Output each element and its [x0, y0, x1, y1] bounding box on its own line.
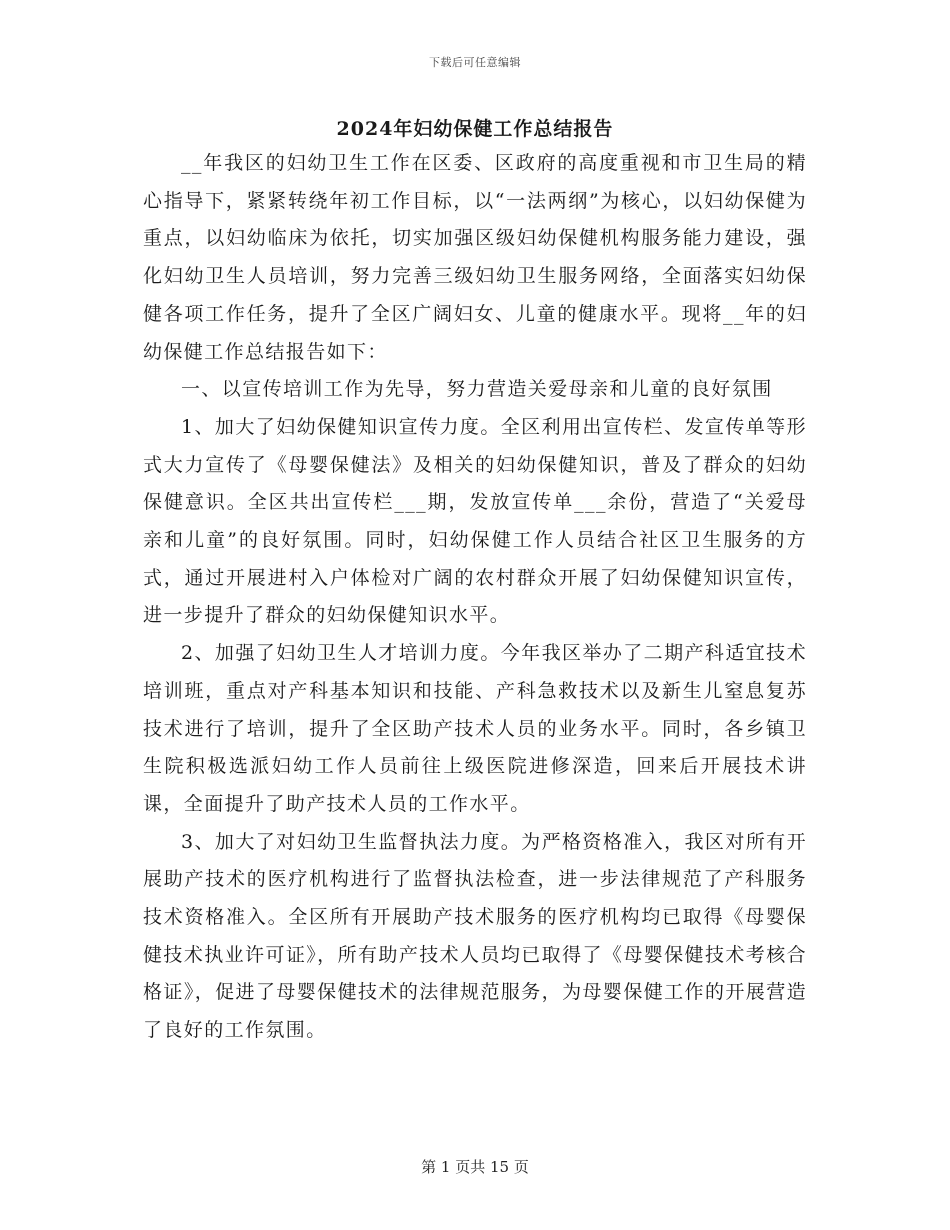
paragraph-intro: __年我区的妇幼卫生工作在区委、区政府的高度重视和市卫生局的精心指导下，紧紧转绕年初工作目标，以“一法两纲”为核心，以妇幼保健为重点，以妇幼临床为依托，切实加强区级妇幼保健机构服务能力建设，强化妇幼卫生人员培训，努力完善三级妇幼卫生服务网络，全面落实妇幼保健各项工作任务，提升了全区广阔妇女、儿童的健康水平。现将__年的妇幼保健工作总结报告如下： [143, 152, 807, 363]
page-number: 第 1 页共 15 页 [421, 1158, 529, 1176]
paragraph-item-3: 3、加大了对妇幼卫生监督执法力度。为严格资格准入，我区对所有开展助产技术的医疗机构进行了监督执法检查，进一步法律规范了产科服务技术资格准入。全区所有开展助产技术服务的医疗机构均已取得《母婴保健技术执业许可证》，所有助产技术人员均已取得了《母婴保健技术考核合格证》，促进了母婴保健技术的法律规范服务，为母婴保健工作的开展营造了良好的工作氛围。 [143, 830, 807, 1042]
document-body [143, 145, 807, 1050]
header-note: 下载后可任意编辑 [429, 56, 521, 69]
document-title: 2024年妇幼保健工作总结报告 [336, 118, 614, 140]
section-heading-1: 一、以宣传培训工作为先导，努力营造关爱母亲和儿童的良好氛围 [181, 378, 773, 401]
paragraph-item-2: 2、加强了妇幼卫生人才培训力度。今年我区举办了二期产科适宜技术培训班，重点对产科基本知识和技能、产科急救技术以及新生儿窒息复苏技术进行了培训，提升了全区助产技术人员的业务水平。同时，各乡镇卫生院积极选派妇幼工作人员前往上级医院进修深造，回来后开展技术讲课，全面提升了助产技术人员的工作水平。 [143, 642, 807, 815]
paragraph-item-1: 1、加大了妇幼保健知识宣传力度。全区利用出宣传栏、发宣传单等形式大力宣传了《母婴保健法》及相关的妇幼保健知识，普及了群众的妇幼保健意识。全区共出宣传栏___期，发放宣传单___余份，营造了“关爱母亲和儿童”的良好氛围。同时，妇幼保健工作人员结合社区卫生服务的方式，通过开展进村入户体检对广阔的农村群众开展了妇幼保健知识宣传，进一步提升了群众的妇幼保健知识水平。 [143, 415, 807, 627]
